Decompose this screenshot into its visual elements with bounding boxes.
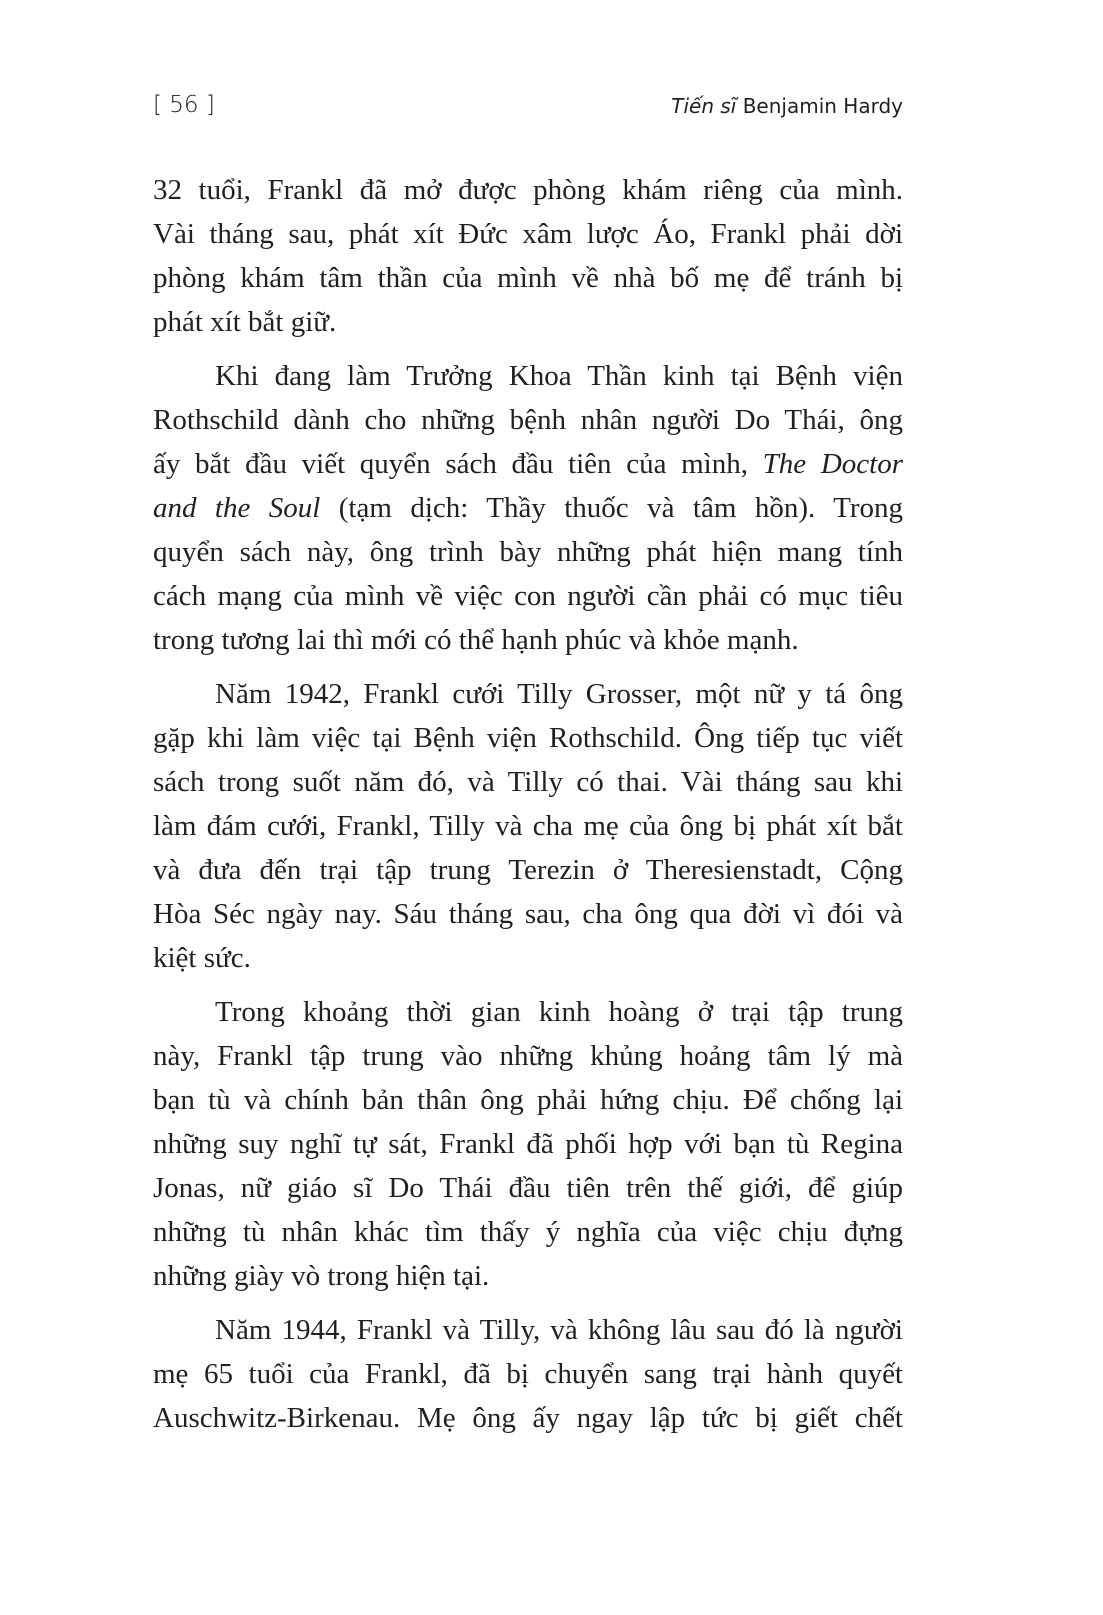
text-line: Năm 1944, Frankl và Tilly, và không lâu sau đó là người — [215, 1314, 903, 1346]
text-line: này, Frankl tập trung vào những khủng hoảng tâm lý mà — [153, 1040, 903, 1072]
text-line: Hòa Séc ngày nay. Sáu tháng sau, cha ông qua đời vì đói và — [153, 898, 903, 930]
text-line: Khi đang làm Trưởng Khoa Thần kinh tại Bệnh viện — [215, 360, 903, 392]
text-line-with-title — [153, 442, 903, 486]
text-line: bạn tù và chính bản thân ông phải hứng chịu. Để chống lại — [153, 1084, 903, 1116]
running-header — [153, 92, 903, 126]
page-body — [153, 168, 903, 1440]
text-line: phòng khám tâm thần của mình về nhà bố mẹ để tránh bị — [153, 262, 903, 294]
text-line: trong tương lai thì mới có thể hạnh phúc và khỏe mạnh. — [153, 624, 799, 656]
text-line: quyển sách này, ông trình bày những phát hiện mang tính — [153, 536, 903, 568]
text-line: gặp khi làm việc tại Bệnh viện Rothschild. Ông tiếp tục viết — [153, 722, 903, 754]
text-line: những suy nghĩ tự sát, Frankl đã phối hợp với bạn tù Regina — [153, 1128, 903, 1160]
paragraph-2 — [153, 354, 903, 662]
text-line: làm đám cưới, Frankl, Tilly và cha mẹ của ông bị phát xít bắt — [153, 810, 903, 842]
text-line: Rothschild dành cho những bệnh nhân người Do Thái, ông — [153, 404, 903, 436]
paragraph-1 — [153, 168, 903, 344]
text-fragment: (tạm dịch: Thầy thuốc và tâm hồn). Trong — [320, 492, 903, 524]
text-line: và đưa đến trại tập trung Terezin ở Theresienstadt, Cộng — [153, 854, 903, 886]
text-line: cách mạng của mình về việc con người cần phải có mục tiêu — [153, 580, 903, 612]
paragraph-4 — [153, 990, 903, 1298]
author-title: Tiến sĩ — [671, 94, 737, 118]
text-line: Vài tháng sau, phát xít Đức xâm lược Áo, Frankl phải dời — [153, 218, 903, 250]
text-line: Trong khoảng thời gian kinh hoàng ở trại tập trung — [215, 996, 903, 1028]
text-line: những giày vò trong hiện tại. — [153, 1260, 490, 1292]
text-line: những tù nhân khác tìm thấy ý nghĩa của việc chịu đựng — [153, 1216, 903, 1248]
running-head-author — [671, 94, 903, 118]
text-line: Năm 1942, Frankl cưới Tilly Grosser, một nữ y tá ông — [215, 678, 903, 710]
text-line: Jonas, nữ giáo sĩ Do Thái đầu tiên trên thế giới, để giúp — [153, 1172, 903, 1204]
text-line: mẹ 65 tuổi của Frankl, đã bị chuyển sang trại hành quyết — [153, 1358, 903, 1390]
author-name: Benjamin Hardy — [742, 94, 903, 118]
paragraph-5 — [153, 1308, 903, 1440]
text-fragment: ấy bắt đầu viết quyển sách đầu tiên của mình, — [153, 448, 763, 480]
text-line: Auschwitz-Birkenau. Mẹ ông ấy ngay lập tức bị giết chết — [153, 1402, 903, 1434]
book-title-italic: and the Soul — [153, 492, 321, 524]
text-line: kiệt sức. — [153, 942, 251, 974]
book-title-italic: The Doctor — [762, 448, 903, 480]
text-line: 32 tuổi, Frankl đã mở được phòng khám riêng của mình. — [153, 174, 903, 206]
text-line-with-title — [153, 486, 903, 530]
text-line: sách trong suốt năm đó, và Tilly có thai. Vài tháng sau khi — [153, 766, 903, 798]
text-line: phát xít bắt giữ. — [153, 306, 337, 338]
paragraph-3 — [153, 672, 903, 980]
page-number: [ 56 ] — [153, 92, 215, 118]
